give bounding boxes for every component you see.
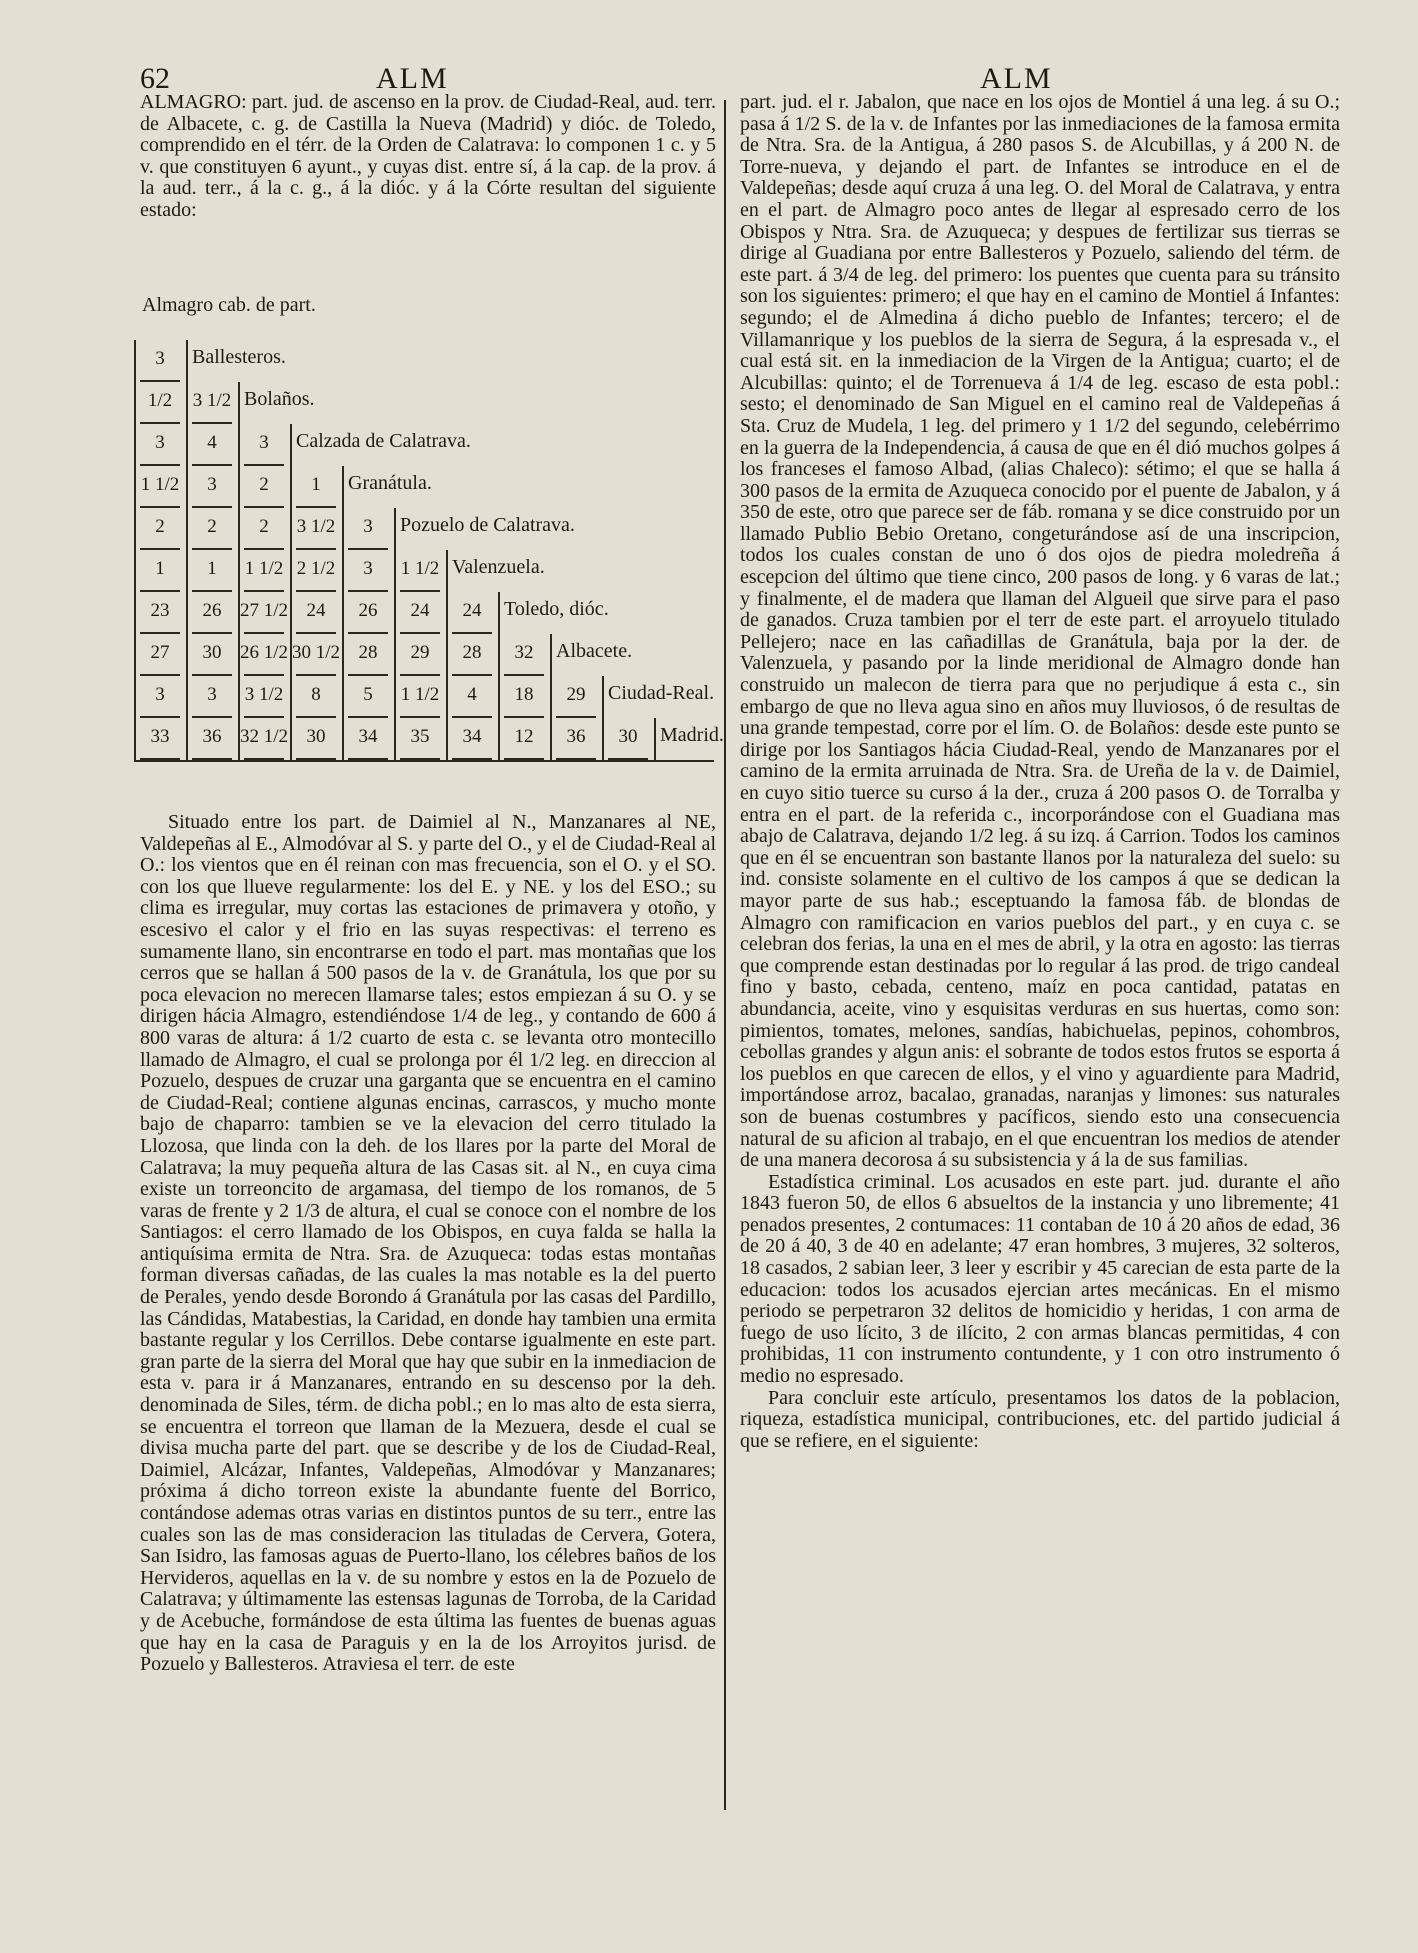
table-place-name: Valenzuela. bbox=[452, 556, 545, 578]
table-cell: 2 bbox=[259, 516, 269, 537]
table-cell: 3 bbox=[207, 684, 217, 705]
table-cell: 3 1/2 bbox=[192, 390, 232, 411]
table-rule bbox=[244, 590, 284, 592]
table-cell: 30 bbox=[202, 642, 222, 663]
table-cell: 8 bbox=[311, 684, 321, 705]
table-rule bbox=[400, 632, 440, 634]
table-rule bbox=[244, 506, 284, 508]
table-rule bbox=[192, 464, 232, 466]
table-vertical-rule bbox=[290, 424, 292, 760]
table-cell: 34 bbox=[462, 726, 482, 747]
table-cell: 2 1/2 bbox=[296, 558, 336, 579]
table-cell: 1 bbox=[311, 474, 321, 495]
table-cell: 36 bbox=[202, 726, 222, 747]
table-cell: 1 bbox=[207, 558, 217, 579]
table-vertical-rule bbox=[342, 466, 344, 760]
table-place-name: Pozuelo de Calatrava. bbox=[400, 514, 575, 536]
table-cell: 35 bbox=[410, 726, 430, 747]
table-cell: 3 bbox=[259, 432, 269, 453]
table-rule bbox=[296, 632, 336, 634]
table-cell: 18 bbox=[514, 684, 534, 705]
table-rule bbox=[244, 716, 284, 718]
table-rule bbox=[296, 590, 336, 592]
table-rule bbox=[140, 674, 180, 676]
table-cell: 1 1/2 bbox=[140, 474, 180, 495]
table-vertical-rule bbox=[498, 592, 500, 760]
right-running-head: ALM bbox=[980, 62, 1053, 95]
right-column bbox=[740, 92, 1340, 1452]
table-cell: 3 bbox=[363, 558, 373, 579]
table-rule bbox=[452, 716, 492, 718]
table-cell: 32 bbox=[514, 642, 534, 663]
table-rule bbox=[348, 632, 388, 634]
table-cell: 36 bbox=[566, 726, 586, 747]
table-vertical-rule bbox=[654, 718, 656, 760]
table-rule bbox=[140, 590, 180, 592]
table-cell: 28 bbox=[358, 642, 378, 663]
table-rule bbox=[348, 716, 388, 718]
left-running-head: ALM bbox=[376, 62, 449, 95]
table-rule bbox=[140, 632, 180, 634]
table-cell: 30 bbox=[306, 726, 326, 747]
table-cell: 32 1/2 bbox=[239, 726, 289, 747]
table-vertical-rule bbox=[134, 340, 136, 760]
table-rule bbox=[296, 674, 336, 676]
table-cell: 23 bbox=[150, 600, 170, 621]
table-rule bbox=[140, 548, 180, 550]
table-rule bbox=[400, 674, 440, 676]
table-cell: 3 bbox=[207, 474, 217, 495]
table-cell: 34 bbox=[358, 726, 378, 747]
table-cell: 2 bbox=[155, 516, 165, 537]
table-cell: 27 1/2 bbox=[239, 600, 289, 621]
table-place-name: Granátula. bbox=[348, 472, 432, 494]
table-vertical-rule bbox=[550, 634, 552, 760]
table-cell: 3 1/2 bbox=[244, 684, 284, 705]
table-caption: Almagro cab. de part. bbox=[142, 294, 316, 316]
article-intro: ALMAGRO: part. jud. de ascenso en la prov. de Ciudad-Real, aud. terr. de Albacete, c. g. de Castilla la Nueva (Madrid) y dióc. de Toledo, comprendido en el térr. de la Orden de Calatrava: lo componen 1 c. y 5 v. que constituyen 6 ayunt., y cuyas dist. entre sí, á la cap. de la prov. á la aud. terr., á la c. g., á la dióc. y á la Córte resultan del siguiente estado: bbox=[140, 91, 716, 221]
table-cell: 27 bbox=[150, 642, 170, 663]
table-cell: 2 bbox=[207, 516, 217, 537]
table-vertical-rule bbox=[238, 382, 240, 760]
table-bottom-rule bbox=[134, 760, 714, 762]
table-rule bbox=[452, 674, 492, 676]
table-place-name: Calzada de Calatrava. bbox=[296, 430, 471, 452]
table-place-name: Albacete. bbox=[556, 640, 633, 662]
table-cell: 1 1/2 bbox=[400, 558, 440, 579]
table-rule bbox=[140, 716, 180, 718]
table-rule bbox=[556, 716, 596, 718]
table-rule bbox=[348, 590, 388, 592]
table-cell: 4 bbox=[467, 684, 477, 705]
table-cell: 4 bbox=[207, 432, 217, 453]
table-rule bbox=[244, 464, 284, 466]
table-cell: 2 bbox=[259, 474, 269, 495]
table-place-name: Ciudad-Real. bbox=[608, 682, 715, 704]
table-cell: 24 bbox=[462, 600, 482, 621]
table-rule bbox=[348, 548, 388, 550]
table-cell: 33 bbox=[150, 726, 170, 747]
table-cell: 30 bbox=[618, 726, 638, 747]
table-rule bbox=[296, 506, 336, 508]
table-cell: 29 bbox=[566, 684, 586, 705]
table-rule bbox=[348, 674, 388, 676]
table-cell: 24 bbox=[306, 600, 326, 621]
table-cell: 26 bbox=[202, 600, 222, 621]
table-cell: 3 bbox=[155, 348, 165, 369]
table-cell: 1 bbox=[155, 558, 165, 579]
left-paragraph: Situado entre los part. de Daimiel al N., Manzanares al NE, Valdepeñas al E., Almodóvar al S. y parte del O., y el de Ciudad-Real al O.: los vientos que en él reinan con mas frecuencia, son el O. y el SO. con los que llueve regularmente: los del E. y NE. y los del ESO.; su clima es irregular, muy cortas las estaciones de primavera y otoño, y escesivo el calor y el frio en las suyas respectivas: el terreno es sumamente llano, sin encontrarse en todo el part. mas montañas que los cerros que se hallan á 500 pasos de la v. de Granátula, los que por su poca elevacion no merecen llamarse tales; estos empiezan á su O. y se dirigen hácia Almagro, estendiéndose 1/4 de leg., y contando de 600 á 800 varas de altura: á 1/2 cuarto de esta c. se levanta otro montecillo llamado de Almagro, el cual se prolonga por él 1/2 leg. en direccion al Pozuelo, despues de cruzar una garganta que se encuentra en el camino de Ciudad-Real; contiene algunas encinas, carrascos, y mucho monte bajo de chaparro: tambien se ve la elevacion del cerro titulado la Llozosa, que linda con la deh. de los llares por la parte del Moral de Calatrava; la muy pequeña altura de las Casas sit. al N., en cuya cima existe un torreoncito de argamasa, del tiempo de los romanos, de 5 varas de frente y 2 1/3 de altura, el cual se conoce con el nombre de los Santiagos: el cerro llamado de los Obispos, en cuya falda se halla la antiquísima ermita de Ntra. Sra. de Azuqueca: todas estas montañas forman diversas cañadas, de las cuales la mas notable es la del puerto de Perales, yendo desde Borondo á Granátula por las casas del Pardillo, las Cándidas, Matabestias, la Caridad, en donde hay tambien una ermita bastante regular y los Cerrillos. Debe contarse igualmente en este part. gran parte de la sierra del Moral que hay que subir en la inmediacion de esta v. para ir á Manzanares, entrando en su descenso por la deh. denominada de Siles, térm. de dicha pobl.; en lo mas alto de esta sierra, se encuentra el torreon que llaman de la Mezuera, desde el cual se divisa mucha parte del part. que se describe y de los de Ciudad-Real, Daimiel, Alcázar, Infantes, Valdepeñas, Almodóvar y Manzanares; próxima á dicho torreon existe la abundante fuente del Borrico, contándose ademas otras varias en distintos puntos de su terr., entre las cuales son las de mas consideracion las tituladas de Cervera, Gotera, San Isidro, las famosas aguas de Puerto-llano, los célebres baños de los Hervideros, aquellas en la v. de su nombre y estos en la de Pozuelo de Calatrava; y últimamente las estensas lagunas de Torroba, de la Caridad y de Acebuche, formándose de esta última las fuentes de buenas aguas que hay en la casa de Paraguis y en la de los Arroyitos jurisd. de Pozuelo y Ballesteros. Atraviesa el terr. de este bbox=[140, 811, 716, 1676]
table-rule bbox=[192, 506, 232, 508]
table-cell: 3 1/2 bbox=[296, 516, 336, 537]
table-rule bbox=[192, 716, 232, 718]
table-rule bbox=[400, 716, 440, 718]
table-rule bbox=[244, 674, 284, 676]
table-vertical-rule bbox=[602, 676, 604, 760]
table-rule bbox=[504, 716, 544, 718]
table-place-name: Ballesteros. bbox=[192, 346, 286, 368]
table-rule bbox=[140, 422, 180, 424]
table-cell: 3 bbox=[155, 432, 165, 453]
table-rule bbox=[192, 422, 232, 424]
table-place-name: Bolaños. bbox=[244, 388, 315, 410]
table-rule bbox=[140, 506, 180, 508]
page-number: 62 bbox=[140, 62, 170, 95]
table-vertical-rule bbox=[394, 508, 396, 760]
table-cell: 24 bbox=[410, 600, 430, 621]
table-cell: 30 1/2 bbox=[291, 642, 341, 663]
table-cell: 26 1/2 bbox=[239, 642, 289, 663]
distance-table bbox=[134, 294, 724, 780]
table-rule bbox=[192, 590, 232, 592]
left-column-intro bbox=[140, 92, 716, 222]
table-rule bbox=[244, 632, 284, 634]
table-rule bbox=[244, 548, 284, 550]
table-rule bbox=[296, 716, 336, 718]
left-column-text bbox=[140, 812, 716, 1676]
table-place-name: Toledo, dióc. bbox=[504, 598, 609, 620]
table-vertical-rule bbox=[186, 340, 188, 760]
table-rule bbox=[400, 590, 440, 592]
column-divider bbox=[724, 100, 726, 1810]
table-cell: 29 bbox=[410, 642, 430, 663]
table-cell: 1 1/2 bbox=[244, 558, 284, 579]
table-cell: 1/2 bbox=[147, 390, 173, 411]
table-cell: 3 bbox=[363, 516, 373, 537]
table-cell: 28 bbox=[462, 642, 482, 663]
criminal-statistics-paragraph: Estadística criminal. Los acusados en este part. jud. durante el año 1843 fueron 50, de ellos 6 absueltos de la instancia y uno libremente; 41 penados presentes, 2 contumaces: 11 contaban de 10 á 20 años de edad, 36 de 20 á 40, 3 de 40 en adelante; 47 eran hombres, 3 mujeres, 32 solteros, 18 casados, 2 sabian leer, 3 leer y escribir y 45 carecian de esta parte de la educacion: todos los acusados ejercian artes mecánicas. En el mismo periodo se perpetraron 32 delitos de homicidio y heridas, 1 con arma de fuego de uso lícito, 3 de ilícito, 2 con armas blancas permitidas, 4 con prohibidas, 11 con instrumento contundente, y 1 con otro instrumento ó medio no espresado. bbox=[740, 1170, 1340, 1388]
table-rule bbox=[140, 464, 180, 466]
table-rule bbox=[296, 548, 336, 550]
table-cell: 5 bbox=[363, 684, 373, 705]
table-cell: 1 1/2 bbox=[400, 684, 440, 705]
table-rule bbox=[504, 674, 544, 676]
table-rule bbox=[140, 380, 180, 382]
table-rule bbox=[192, 674, 232, 676]
table-cell: 12 bbox=[514, 726, 534, 747]
table-rule bbox=[192, 548, 232, 550]
right-paragraph: part. jud. el r. Jabalon, que nace en los ojos de Montiel á una leg. á su O.; pasa á 1/2 S. de la v. de Infantes por las inmediaciones de la famosa ermita de Ntra. Sra. de la Antigua, á 280 pasos S. de Alcubillas, y á 200 N. de Torre-nueva, y dejando el part. de Infantes se introduce en el de Valdepeñas; desde aquí cruza á una leg. O. del Moral de Calatrava, y entra en el part. de Almagro poco antes de llegar al espresado cerro de los Obispos y Ntra. Sra. de Azuqueca; y despues de fertilizar sus tierras se dirige al Guadiana por entre Ballesteros y Pozuelo, saliendo del térm. de este part. á 3/4 de leg. del primero: los puentes que cuenta para su tránsito son los siguientes: primero; el que hay en el camino de Montiel á Infantes: segundo; el de Almedina á dicho pueblo de Infantes; tercero; el de Villamanrique y los pueblos de la sierra de Segura, á la espresada v., el cual está sit. en la inmediacion de la Virgen de la Antigua; cuarto; el de Alcubillas: quinto; el de Torrenueva á 1/4 de leg. escaso de esta pobl.: sesto; el denominado de San Miguel en el camino real de Valdepeñas á Sta. Cruz de Mudela, 1 leg. del primero y 1 1/2 del segundo, celebérrimo en la guerra de la Independencia, á causa de que en él dió muchos golpes á los franceses el famoso Albad, (alias Chaleco): sétimo; el que se halla á 300 pasos de la ermita de Azuqueca conocido por el puente de Jabalon, y á 350 de este, otro que parece ser de fáb. romana y se dice construido por un llamado Publio Bebio Oretano, congeturándose así de una inscripcion, todos los cuales constan de uno ó dos ojos de piedra moledreña á escepcion del último que tiene cinco, 200 pasos de long. y 6 varas de lat.; y finalmente, el de madera que llaman del Algueil que sirve para el paso de ganados. Cruza tambien por el terr de este part. el arroyuelo titulado Pellejero; nace en las cañadillas de Granátula, baja por la der. de Valenzuela, y pasando por la linde meridional de Almagro donde han construido un malecon de tierra para que no perjudique á esta c., sin embargo de que no lleva agua sino en años muy lluviosos, ó de resultas de una grande tempestad, corre por el lím. O. de Bolaños: desde este punto se dirige por los Santiagos hácia Ciudad-Real, yendo de Manzanares por el camino de la ermita arruinada de Ntra. Sra. de Ureña de la v. de Daimiel, en cuyo sitio tuerce su curso á la der., cruza á 200 pasos O. de Torralba y entra en el part. de la referida c., incorporándose con el Guadiana mas abajo de Calatrava, dejando 1/2 leg. á su izq. á Carrion. Todos los caminos que en él se encuentran son bastante llanos por la naturaleza del suelo: su ind. consiste solamente en el cultivo de los campos á que se dedican la mayor parte de sus hab.; esceptuando la famosa fáb. de blondas de Almagro con ramificacion en varios pueblos del part., y en cuya c. se celebran dos ferias, la una en el mes de abril, y la otra en agosto: las tierras que comprende estan destinadas por lo regular á las prod. de trigo candeal fino y basto, cebada, centeno, maíz en poca cantidad, patatas en abundancia, aceite, vino y esquisitas verduras en sus huertas, como son: pimientos, tomates, melones, sandías, habichuelas, pepinos, cohombros, cebollas grandes y algun anis: el sobrante de todos estos frutos se esporta á los pueblos en que carecen de ellos, y el vino y aguardiente para Madrid, importándose arroz, bacalao, granadas, naranjas y limones: sus naturales son de buenas costumbres y pacíficos, siendo esto una consecuencia natural de su aficion al trabajo, en el que encuentran los medios de atender de una manera decorosa á su subsistencia y á la de sus familias. bbox=[740, 91, 1340, 1172]
table-rule bbox=[452, 632, 492, 634]
table-vertical-rule bbox=[446, 550, 448, 760]
table-place-name: Madrid. bbox=[660, 724, 724, 746]
conclusion-paragraph: Para concluir este artículo, presentamos los datos de la poblacion, riqueza, estadística municipal, contribuciones, etc. del partido judicial á que se refiere, en el siguiente: bbox=[740, 1386, 1340, 1452]
table-cell: 26 bbox=[358, 600, 378, 621]
table-rule bbox=[192, 632, 232, 634]
table-cell: 3 bbox=[155, 684, 165, 705]
